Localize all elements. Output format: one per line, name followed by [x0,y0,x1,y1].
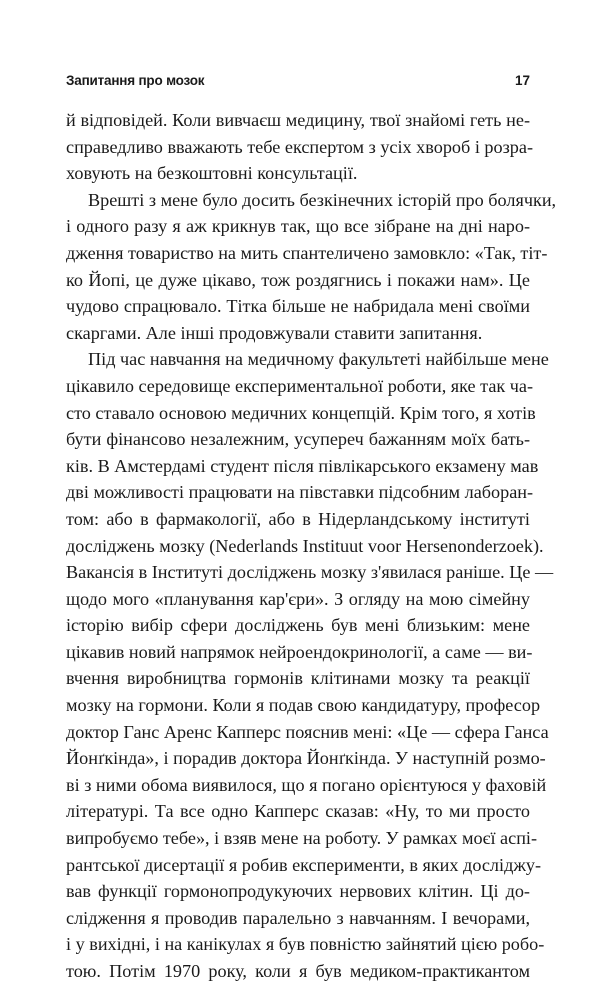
text-line: мозку на гормони. Коли я подав свою кандидатуру, професор [66,695,541,716]
text-line: і одного разу я аж крикнув так, що все зібране на дні наро- [66,216,530,237]
text-line: Врешті з мене було досить безкінечних історій про болячки, [88,189,557,210]
text-line: ві з ними обома виявилося, що я погано орієнтуюся у фаховій [66,774,547,795]
paragraph [66,187,557,347]
text-line: доктор Ганс Аренс Капперс пояснив мені: «Це — сфера Ганса [66,721,549,742]
text-line: досліджень мозку (Nederlands Instituut voor Hersenonderzoek). [66,535,544,556]
text-line: вав функції гормонопродукуючих нервових клітин. Ці до- [66,881,530,902]
body-text [66,107,557,985]
text-line: Вакансія в Інституті досліджень мозку з'явилася раніше. Це — [66,562,554,583]
text-line: літературі. Та все одно Капперс сказав: «Ну, то ми просто [66,801,530,822]
page-number: 17 [514,73,530,88]
text-line: скаргами. Але інші продовжували ставити запитання. [66,322,483,343]
text-line: історію вибір сфери досліджень був мені близьким: мене [66,615,530,636]
text-line: том: або в фармакології, або в Нідерландському інституті [66,508,530,529]
text-line: цікавив новий напрямок нейроендокринології, а саме — ви- [66,641,533,662]
text-line: ків. В Амстердамі студент після півлікарського екзамену мав [66,455,539,476]
text-line: справедливо вважають тебе експертом з усіх хвороб і розра- [66,136,534,157]
text-line: ко Йопі, це дуже цікаво, тож роздягнись і покажи нам». Це [66,269,530,290]
paragraph [66,107,534,187]
text-line: ховують на безкоштовні консультації. [66,163,358,184]
text-line: дві можливості працювати на півставки підсобним лаборан- [66,482,534,503]
text-line: щодо мого «планування кар'єри». З огляду на мою сімейну [66,588,530,609]
text-line: Під час навчання на медичному факультеті найбільше мене [88,349,549,370]
text-line: тою. Потім 1970 року, коли я був медиком-практикантом [66,961,530,981]
paragraph [66,346,554,984]
text-line: рантської дисертації я робив експерименти, в яких досліджу- [66,854,542,875]
text-line: слідження я проводив паралельно з навчанням. І вечорами, [66,907,530,928]
text-line: й відповідей. Коли вивчаєш медицину, твої знайомі геть не- [66,110,530,130]
section-title: Запитання про мозок [66,73,205,88]
text-line: бути фінансово незалежним, усупереч бажанням моїх бать- [66,429,530,450]
text-line: Йонґкінда», і порадив доктора Йонґкінда. У наступній розмо- [66,748,546,769]
text-line: і у вихідні, і на канікулах я був повністю зайнятий цією робо- [66,934,545,955]
text-line: випробуємо тебе», і взяв мене на роботу. У рамках моєї аспі- [66,828,538,849]
text-line: цікавило середовище експериментальної роботи, яке так ча- [66,375,534,396]
text-line: вчення виробництва гормонів клітинами мозку та реакції [66,668,530,689]
text-line: дження товариство на мить спантеличено замовкло: «Так, тіт- [66,242,548,263]
text-line: чудово спрацювало. Тітка більше не набридала мені своїми [66,296,530,317]
text-line: сто ставало основою медичних концепцій. Крім того, я хотів [66,402,536,423]
running-header [66,72,530,90]
